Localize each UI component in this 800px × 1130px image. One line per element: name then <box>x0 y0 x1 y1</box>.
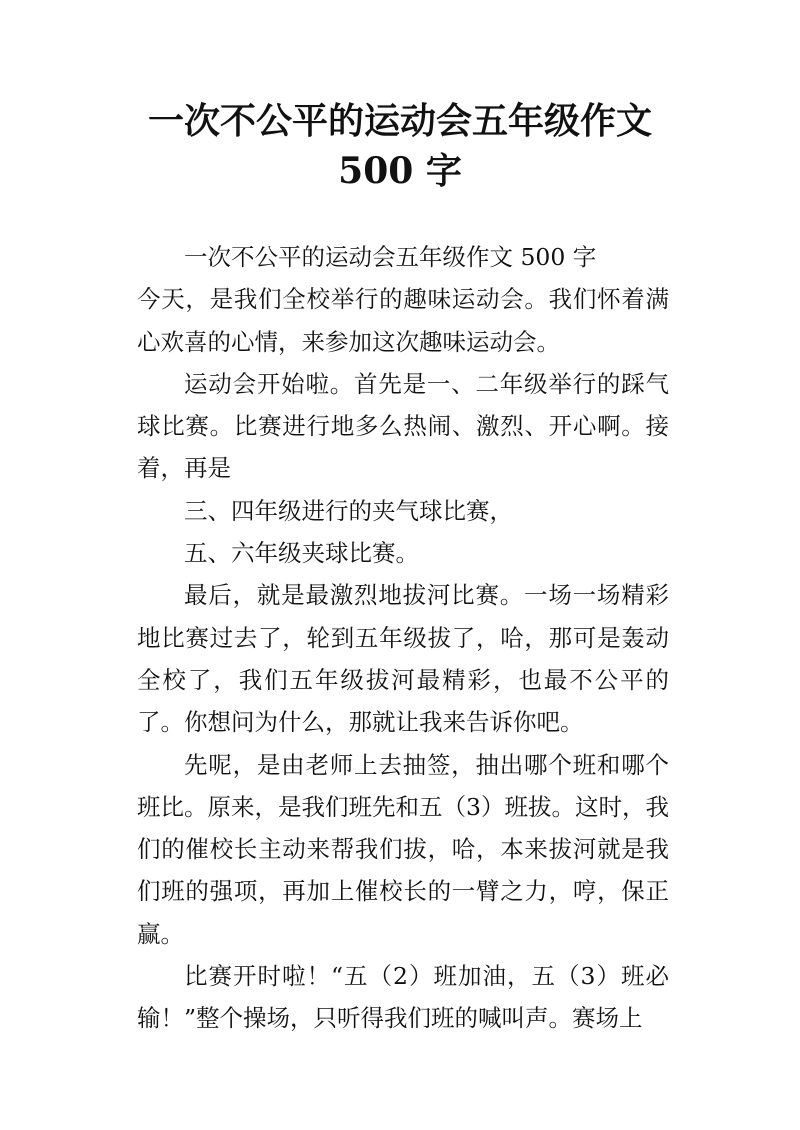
paragraph: 今天，是我们全校举行的趣味运动会。我们怀着满心欢喜的心情，来参加这次趣味运动会。 <box>137 285 669 356</box>
paragraph: 最后，就是最激烈地拔河比赛。一场一场精彩地比赛过去了，轮到五年级拔了，哈，那可是轰动全校了，我们五年级拔河最精彩，也最不公平的了。你想问为什么，那就让我来告诉你吧。 <box>137 581 669 737</box>
paragraph: 五、六年级夹球比赛。 <box>184 539 419 568</box>
paragraph: 先呢，是由老师上去抽签，抽出哪个班和哪个班比。原来，是我们班先和五（3）班拔。这时，我们的催校长主动来帮我们拔，哈，本来拔河就是我们班的强项，再加上催校长的一臂之力，哼，保正赢。 <box>137 750 669 948</box>
paragraph-subtitle: 一次不公平的运动会五年级作文 500 字 <box>184 243 597 271</box>
document-body <box>137 236 669 1040</box>
paragraph: 三、四年级进行的夹气球比赛， <box>184 496 513 525</box>
paragraph: 比赛开时啦！“五（2）班加油，五（3）班必输！”整个操场，只听得我们班的喊叫声。赛场上 <box>137 962 669 1033</box>
document-title: 一次不公平的运动会五年级作文 500 字 <box>147 100 652 192</box>
paragraph: 运动会开始啦。首先是一、二年级举行的踩气球比赛。比赛进行地多么热闹、激烈、开心啊。接着，再是 <box>137 369 669 483</box>
